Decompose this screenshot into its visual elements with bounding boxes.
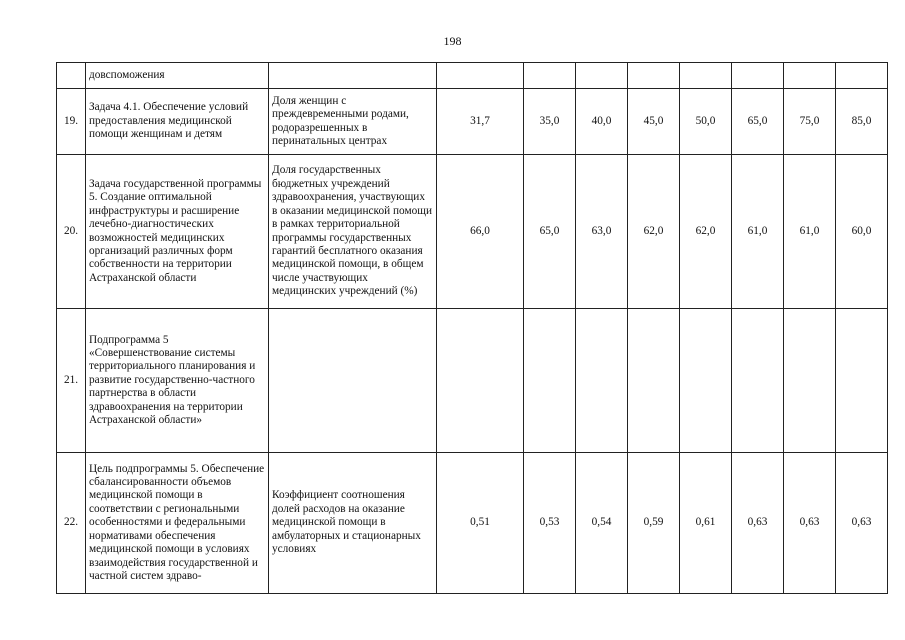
task-cell: Задача 4.1. Обеспечение условий предоставления медицинской помощи женщинам и детям: [86, 89, 269, 155]
value-cell: 61,0: [732, 155, 784, 309]
value-cell: 66,0: [437, 155, 524, 309]
value-cell: 65,0: [732, 89, 784, 155]
row-number: [57, 63, 86, 89]
indicator-cell: Коэффициент соотношения долей расходов на оказание медицинской помощи в амбулаторных и стационарных условиях: [269, 453, 437, 594]
value-cell: 31,7: [437, 89, 524, 155]
page-number: 198: [443, 34, 462, 48]
value-cell: 0,59: [628, 453, 680, 594]
value-cell: 0,63: [732, 453, 784, 594]
indicator-cell: [269, 63, 437, 89]
value-cell: [680, 63, 732, 89]
task-cell: довспоможения: [86, 63, 269, 89]
value-cell: [437, 63, 524, 89]
table-row: [57, 89, 888, 155]
value-cell: [628, 63, 680, 89]
task-cell: Задача государственной программы 5. Создание оптимальной инфраструктуры и расширение лечебно-диагностических возможностей медицинских организаций различных форм собственности на территории Астраханской области: [86, 155, 269, 309]
value-cell: [784, 63, 836, 89]
value-cell: [784, 309, 836, 453]
value-cell: 60,0: [836, 155, 888, 309]
value-cell: [732, 309, 784, 453]
value-cell: [524, 309, 576, 453]
value-cell: [576, 63, 628, 89]
row-number: 21.: [57, 309, 86, 453]
value-cell: [836, 63, 888, 89]
value-cell: [836, 309, 888, 453]
row-number: 20.: [57, 155, 86, 309]
value-cell: 63,0: [576, 155, 628, 309]
value-cell: [524, 63, 576, 89]
value-cell: 0,63: [784, 453, 836, 594]
table-row: [57, 453, 888, 594]
value-cell: 40,0: [576, 89, 628, 155]
value-cell: 0,54: [576, 453, 628, 594]
indicators-table: [56, 62, 888, 594]
value-cell: [437, 309, 524, 453]
indicator-cell: Доля государственных бюджетных учреждений здравоохранения, участвующих в оказании медицинской помощи в рамках территориальной программы государственных гарантий бесплатного оказания медицинской помощи, в общем числе участвующих медицинских учреждений (%): [269, 155, 437, 309]
value-cell: [576, 309, 628, 453]
value-cell: 0,53: [524, 453, 576, 594]
table-row: [57, 63, 888, 89]
table-row: [57, 309, 888, 453]
task-cell: Цель подпрограммы 5. Обеспечение сбалансированности объемов медицинской помощи в соответствии с региональными особенностями и федеральными нормативами обеспечения медицинской помощи в условиях взаимодействия государственной и частной систем здраво-: [86, 453, 269, 594]
value-cell: 75,0: [784, 89, 836, 155]
value-cell: 85,0: [836, 89, 888, 155]
indicator-cell: Доля женщин с преждевременными родами, родоразрешенных в перинатальных центрах: [269, 89, 437, 155]
value-cell: 61,0: [784, 155, 836, 309]
value-cell: 65,0: [524, 155, 576, 309]
task-cell: Подпрограмма 5 «Совершенствование системы территориального планирования и развитие государственно-частного партнерства в области здравоохранения на территории Астраханской области»: [86, 309, 269, 453]
value-cell: 50,0: [680, 89, 732, 155]
value-cell: 0,63: [836, 453, 888, 594]
indicator-cell: [269, 309, 437, 453]
table-body: [57, 63, 888, 594]
value-cell: [680, 309, 732, 453]
value-cell: 0,61: [680, 453, 732, 594]
value-cell: 0,51: [437, 453, 524, 594]
value-cell: [628, 309, 680, 453]
value-cell: 35,0: [524, 89, 576, 155]
value-cell: 62,0: [680, 155, 732, 309]
row-number: 19.: [57, 89, 86, 155]
value-cell: 45,0: [628, 89, 680, 155]
row-number: 22.: [57, 453, 86, 594]
table-row: [57, 155, 888, 309]
value-cell: 62,0: [628, 155, 680, 309]
value-cell: [732, 63, 784, 89]
